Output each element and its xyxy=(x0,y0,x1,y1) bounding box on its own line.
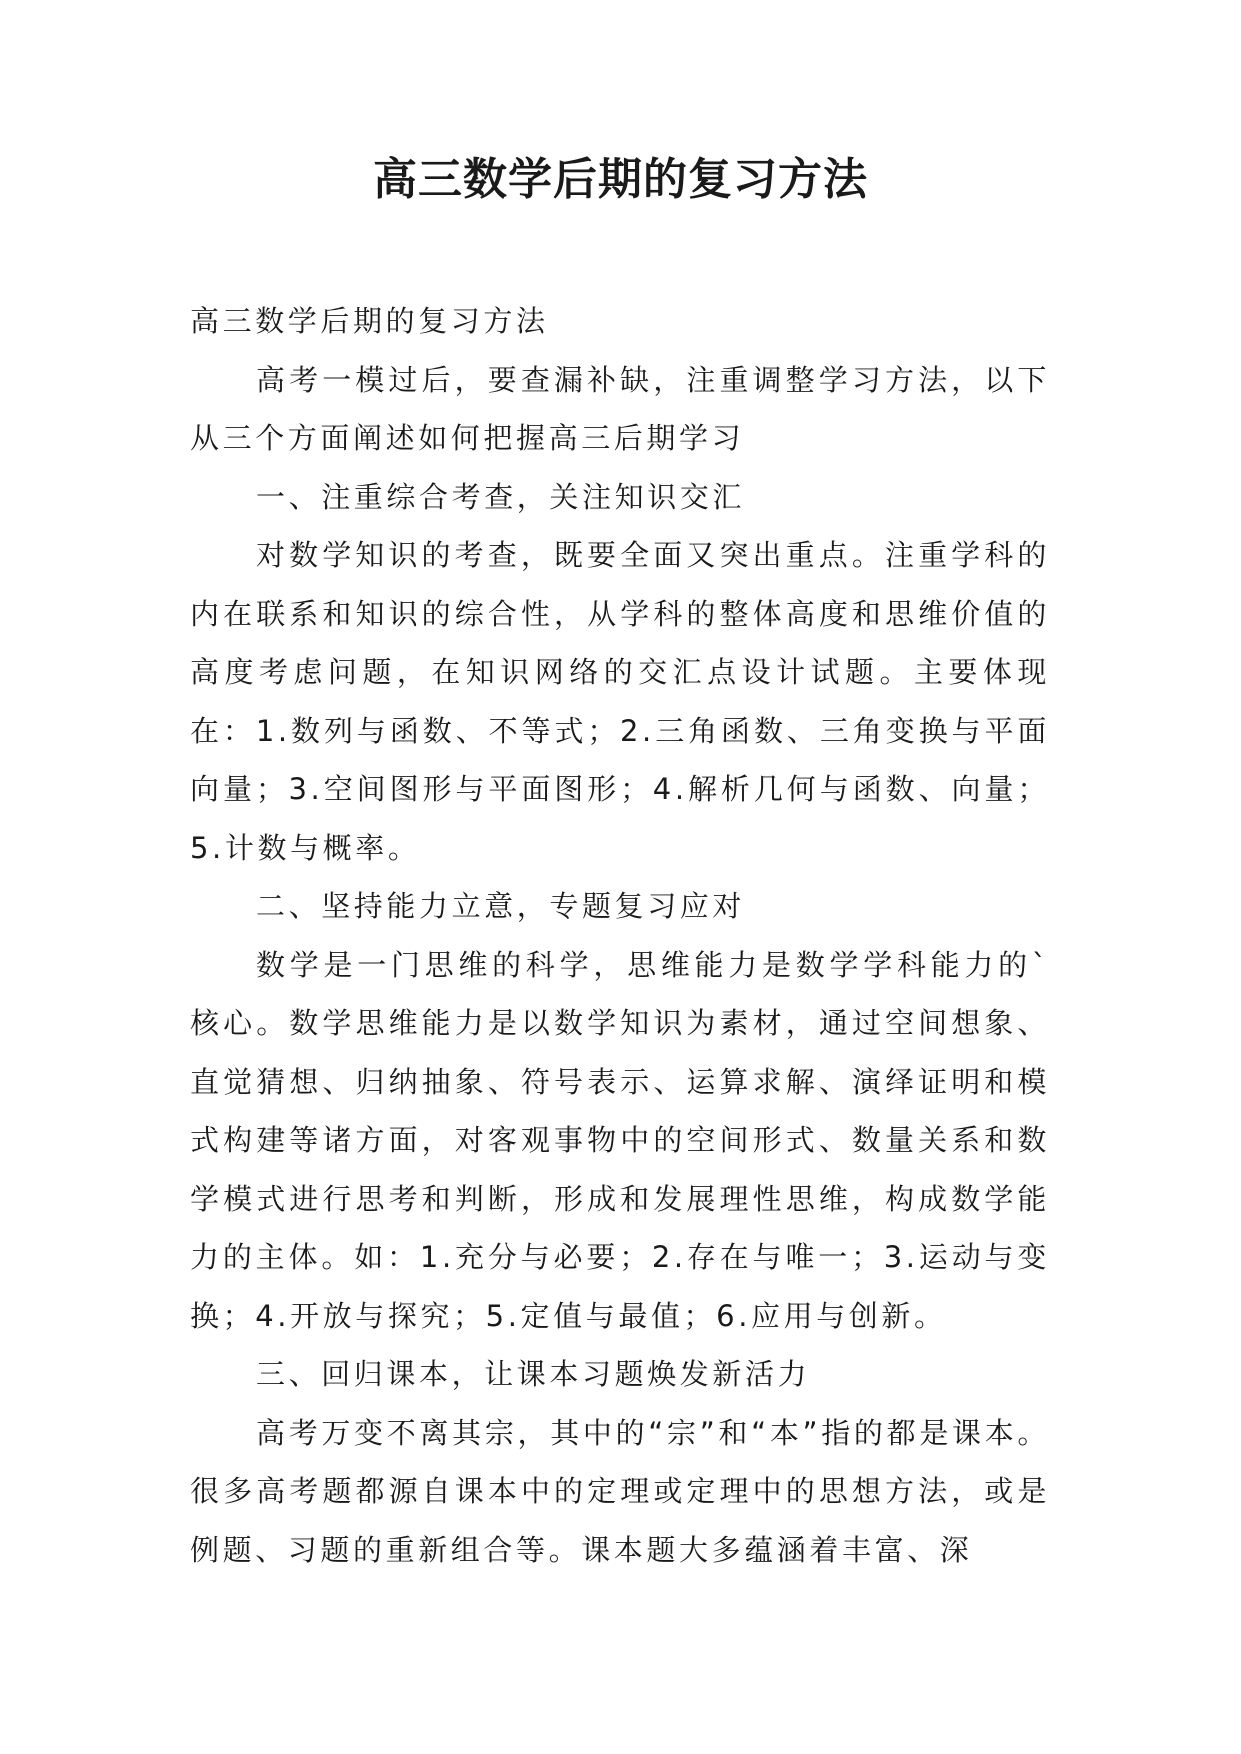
document-title: 高三数学后期的复习方法 xyxy=(373,154,868,205)
intro-paragraph: 高考一模过后，要查漏补缺，注重调整学习方法，以下从三个方面阐述如何把握高三后期学习 xyxy=(190,362,1050,455)
section-heading-1: 一、注重综合考查，关注知识交汇 xyxy=(256,479,746,514)
section-1-paragraph: 对数学知识的考查，既要全面又突出重点。注重学科的内在联系和知识的综合性，从学科的整体高度和思维价值的高度考虑问题，在知识网络的交汇点设计试题。主要体现在：1.数列与函数、不等式；2.三角函数、三角变换与平面向量；3.空间图形与平面图形；4.解析几何与函数、向量；5.计数与概率。 xyxy=(190,538,1050,865)
body-heading-line: 高三数学后期的复习方法 xyxy=(190,304,549,338)
section-3-paragraph: 高考万变不离其宗，其中的“宗”和“本”指的都是课本。很多高考题都源自课本中的定理或定理中的思想方法，或是例题、习题的重新组合等。课本题大多蕴涵着丰富、深 xyxy=(190,1415,1050,1567)
section-heading-3: 三、回归课本，让课本习题焕发新活力 xyxy=(256,1357,811,1391)
document-body xyxy=(190,292,1050,1579)
section-heading-2: 二、坚持能力立意，专题复习应对 xyxy=(256,889,746,923)
section-2-paragraph: 数学是一门思维的科学，思维能力是数学学科能力的`核心。数学思维能力是以数学知识为素材，通过空间想象、直觉猜想、归纳抽象、符号表示、运算求解、演绎证明和模式构建等诸方面，对客观事物中的空间形式、数量关系和数学模式进行思考和判断，形成和发展理性思维，构成数学能力的主体。如：1.充分与必要；2.存在与唯一；3.运动与变换；4.开放与探究；5.定值与最值；6.应用与创新。 xyxy=(190,947,1050,1333)
